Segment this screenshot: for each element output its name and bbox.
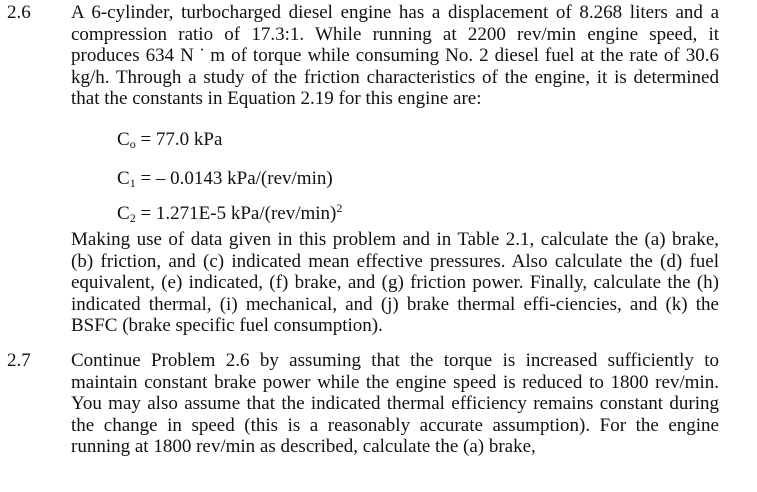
constant-c1 xyxy=(117,168,333,194)
constant-subscript: o xyxy=(129,137,136,151)
problem-statement xyxy=(71,2,719,110)
problem-tasks-paragraph: Making use of data given in this problem and in Table 2.1, calculate the (a) brake, (b) friction, and (c) indicated mean effective pressures. Also calculate the (d) fuel equivalent, (e) indicated, (f) brake, and (g) friction power. Finally, calculate the (h) indicated thermal, (i) mechanical, and (j) brake thermal effi-ciencies, and (k) the BSFC (brake specific fuel consumption). xyxy=(71,229,719,337)
problem-number: 2.6 xyxy=(7,2,31,23)
constant-value: = 77.0 kPa xyxy=(140,129,223,150)
problem-intro-paragraph: A 6-cylinder, turbocharged diesel engine has a displacement of 8.268 liters and a compression ratio of 17.3:1. While running at 2200 rev/min engine speed, it produces 634 N ˙ m of torque while consuming No. 2 diesel fuel at the rate of 30.6 kg/h. Through a study of the friction characteristics of the engine, it is determined that the constants in Equation 2.19 for this engine are: xyxy=(71,2,719,110)
constant-symbol: C xyxy=(117,129,130,150)
constant-subscript: 1 xyxy=(129,176,136,190)
problem-body-paragraph: Continue Problem 2.6 by assuming that the torque is increased sufficiently to maintain constant brake power while the engine speed is reduced to 1800 rev/min. You may also assume that the indicated thermal efficiency remains constant during the change in speed (this is a reasonably accurate assumption). For the engine running at 1800 rev/min as described, calculate the (a) brake, xyxy=(71,350,719,458)
constant-symbol: C xyxy=(117,203,130,224)
constant-superscript: 2 xyxy=(336,201,343,215)
constant-subscript: 2 xyxy=(129,211,136,225)
constant-c0 xyxy=(117,129,222,155)
problem-tasks xyxy=(71,229,719,337)
problem-number: 2.7 xyxy=(7,350,31,371)
problem-statement xyxy=(71,350,719,458)
constant-value: = 1.271E-5 kPa/(rev/min) xyxy=(140,203,337,224)
constant-symbol: C xyxy=(117,168,130,189)
constant-c2 xyxy=(117,197,342,229)
constant-value: = – 0.0143 kPa/(rev/min) xyxy=(140,168,333,189)
